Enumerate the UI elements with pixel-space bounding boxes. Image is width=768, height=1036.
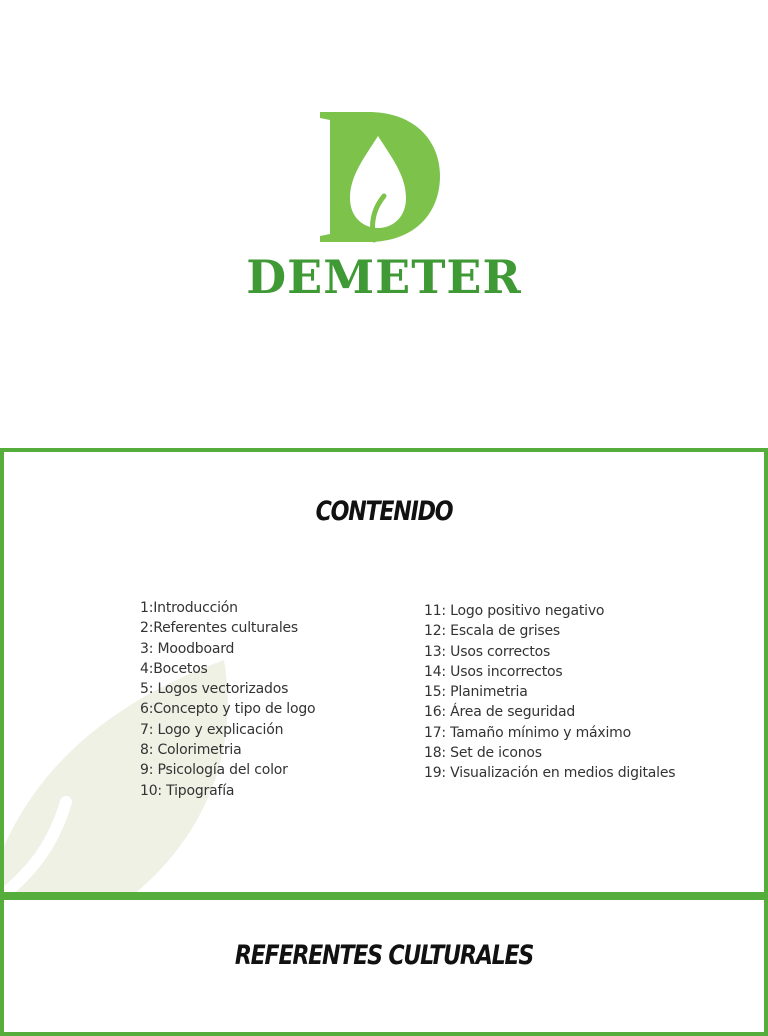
cultural-references-page [0, 896, 768, 1036]
toc-item: 16: Área de seguridad [424, 704, 576, 721]
toc-item: 7: Logo y explicación [140, 721, 284, 738]
toc-item: 5: Logos vectorizados [140, 681, 289, 698]
toc-item: 18: Set de iconos [424, 745, 542, 762]
brand-name: DEMETER [246, 250, 522, 304]
contents-page [0, 448, 768, 896]
toc-item: 2:Referentes culturales [140, 620, 299, 637]
toc-item: 11: Logo positivo negativo [424, 603, 605, 619]
contents-title: CONTENIDO [315, 496, 453, 527]
toc-item: 17: Tamaño mínimo y máximo [424, 724, 631, 741]
d-letter-leaf-logo-icon [312, 110, 444, 244]
toc-item: 19: Visualización en medios digitales [424, 765, 676, 782]
toc-item: 4:Bocetos [140, 660, 208, 677]
cover-page [0, 0, 768, 448]
toc-left-column [140, 598, 315, 801]
toc-item: 3: Moodboard [140, 640, 235, 657]
toc-item: 12: Escala de grises [424, 623, 561, 640]
toc-right-column [424, 601, 675, 784]
toc-item: 13: Usos correctos [424, 643, 551, 660]
toc-item: 6:Concepto y tipo de logo [140, 701, 316, 718]
toc-item: 15: Planimetria [424, 684, 528, 701]
toc-item: 10: Tipografía [140, 782, 235, 799]
cultural-references-title: REFERENTES CULTURALES [234, 940, 534, 971]
toc-item: 9: Psicología del color [140, 762, 288, 779]
toc-item: 1:Introducción [140, 600, 238, 616]
toc-item: 8: Colorimetria [140, 742, 242, 759]
toc-item: 14: Usos incorrectos [424, 663, 563, 680]
